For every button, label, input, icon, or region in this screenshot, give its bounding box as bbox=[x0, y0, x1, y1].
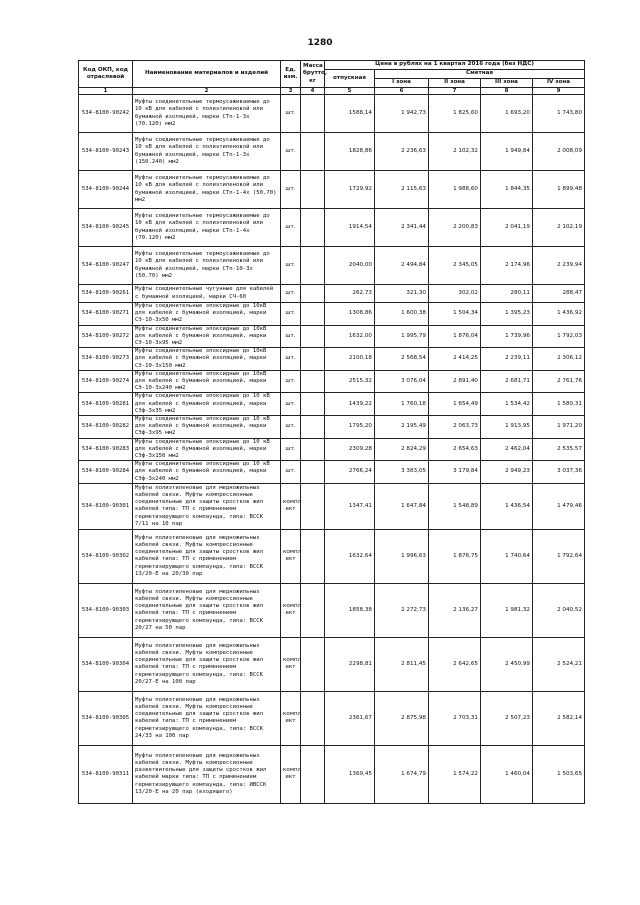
row-price-otpusknaya: 1632,00 bbox=[325, 325, 375, 348]
row-price-zone-4: 2 008,09 bbox=[533, 133, 585, 171]
row-code: 534-8100-90247 bbox=[79, 247, 133, 285]
header-zone-4: IV зона bbox=[533, 79, 585, 88]
row-unit: шт. bbox=[281, 438, 301, 461]
row-name: Муфты соединительные термоусаживаемые до 10 кВ для кабелей с полиэтиленовой или бумажной изоляцией, марки СТп-10-3х (50.70) мм2 bbox=[133, 247, 281, 285]
row-price-zone-3: 1 693,20 bbox=[481, 95, 533, 133]
row-price-zone-4: 1 899,48 bbox=[533, 171, 585, 209]
row-price-zone-2: 2 102,32 bbox=[429, 133, 481, 171]
row-unit: шт. bbox=[281, 325, 301, 348]
column-index: 4 bbox=[301, 88, 325, 95]
row-name: Муфты соединительные чугунные для кабелей с бумажной изоляцией, марки СЧ-60 bbox=[133, 285, 281, 303]
column-index: 5 bbox=[325, 88, 375, 95]
row-mass bbox=[301, 416, 325, 439]
row-name: Муфты соединительные эпоксидные до 10кВ для кабелей с бумажной изоляцией, марки СЭ-10-3х50 мм2 bbox=[133, 303, 281, 326]
row-mass bbox=[301, 529, 325, 583]
row-code: 534-8100-90304 bbox=[79, 637, 133, 691]
row-name: Муфты полиэтиленовые для медножильных кабелей связи. Муфты компрессионные соединительные для защиты сростков жил кабелей типа: ТП с применением герметизирующего компаунда, типа: ВССК 24/33 на 100 пар bbox=[133, 691, 281, 745]
row-name: Муфты соединительные эпоксидные до 10кВ для кабелей с бумажной изоляцией, марки СЭ-10-3х95 мм2 bbox=[133, 325, 281, 348]
row-code: 534-8100-90303 bbox=[79, 583, 133, 637]
row-price-zone-4: 1 436,92 bbox=[533, 303, 585, 326]
header-zone-2: II зона bbox=[429, 79, 481, 88]
row-name: Муфты соединительные эпоксидные до 10 кВ для кабелей с бумажной изоляцией, марки СЭф-3х240 мм2 bbox=[133, 461, 281, 484]
row-unit: компл ект bbox=[281, 529, 301, 583]
row-price-zone-4: 2 582,14 bbox=[533, 691, 585, 745]
row-name: Муфты полиэтиленовые для медножильных кабелей связи. Муфты компрессионные соединительные для защиты сростков жил кабелей типа: ТП с применением герметизирующего компаунда, типа: ВССК 20/27 на 50 пар bbox=[133, 583, 281, 637]
table-row bbox=[79, 416, 585, 439]
header-otpusknaya: отпускная bbox=[325, 70, 375, 88]
row-unit: компл ект bbox=[281, 583, 301, 637]
row-price-zone-1: 1 760,18 bbox=[375, 393, 429, 416]
row-price-zone-3: 2 949,23 bbox=[481, 461, 533, 484]
row-price-otpusknaya: 1914,54 bbox=[325, 209, 375, 247]
row-price-otpusknaya: 2309,28 bbox=[325, 438, 375, 461]
row-price-otpusknaya: 2361,67 bbox=[325, 691, 375, 745]
row-price-zone-1: 1 995,79 bbox=[375, 325, 429, 348]
row-price-otpusknaya: 262,73 bbox=[325, 285, 375, 303]
table-row bbox=[79, 691, 585, 745]
row-price-zone-4: 1 792,03 bbox=[533, 325, 585, 348]
row-price-zone-3: 2 462,04 bbox=[481, 438, 533, 461]
row-price-zone-1: 321,30 bbox=[375, 285, 429, 303]
price-table bbox=[78, 60, 585, 804]
row-price-zone-1: 2 494,84 bbox=[375, 247, 429, 285]
row-unit: компл ект bbox=[281, 745, 301, 803]
row-price-zone-2: 1 548,89 bbox=[429, 483, 481, 529]
row-price-zone-2: 2 703,31 bbox=[429, 691, 481, 745]
header-zone-3: III зона bbox=[481, 79, 533, 88]
row-unit: шт. bbox=[281, 348, 301, 371]
row-code: 534-8100-90301 bbox=[79, 483, 133, 529]
row-unit: шт. bbox=[281, 247, 301, 285]
row-price-zone-2: 1 876,75 bbox=[429, 529, 481, 583]
row-code: 534-8100-90271 bbox=[79, 303, 133, 326]
row-price-zone-2: 2 654,63 bbox=[429, 438, 481, 461]
row-price-zone-4: 2 306,12 bbox=[533, 348, 585, 371]
column-index: 6 bbox=[375, 88, 429, 95]
row-price-otpusknaya: 1369,45 bbox=[325, 745, 375, 803]
row-mass bbox=[301, 348, 325, 371]
row-name: Муфты соединительные эпоксидные до 10 кВ для кабелей с бумажной изоляцией, марки СЭф-3х35 мм2 bbox=[133, 393, 281, 416]
row-price-zone-3: 1 949,84 bbox=[481, 133, 533, 171]
row-code: 534-8100-90244 bbox=[79, 171, 133, 209]
row-code: 534-8100-90281 bbox=[79, 393, 133, 416]
row-price-zone-3: 1 436,54 bbox=[481, 483, 533, 529]
row-unit: шт. bbox=[281, 285, 301, 303]
row-price-zone-2: 2 414,25 bbox=[429, 348, 481, 371]
row-price-otpusknaya: 1439,22 bbox=[325, 393, 375, 416]
row-unit: шт. bbox=[281, 209, 301, 247]
row-price-zone-3: 1 534,42 bbox=[481, 393, 533, 416]
header-name: Наименование материалов и изделий bbox=[133, 61, 281, 88]
header-price-group: Цена в рублях на 1 квартал 2016 года (без НДС) bbox=[325, 61, 585, 70]
table-row bbox=[79, 393, 585, 416]
row-name: Муфты соединительные термоусаживаемые до 10 кВ для кабелей с полиэтиленовой или бумажной изоляцией, марки СТп-1-3х (70.120) мм2 bbox=[133, 95, 281, 133]
row-price-zone-4: 1 479,46 bbox=[533, 483, 585, 529]
column-index: 1 bbox=[79, 88, 133, 95]
table-row bbox=[79, 637, 585, 691]
row-unit: шт. bbox=[281, 171, 301, 209]
row-name: Муфты полиэтиленовые для медножильных кабелей связи. Муфты компрессионные соединительные для защиты сростков жил кабелей типа: ТП с применением герметизирующего компаунда, типа: ВССК 13/20-Е на 20/30 пар bbox=[133, 529, 281, 583]
row-price-zone-4: 3 037,36 bbox=[533, 461, 585, 484]
row-price-zone-4: 288,47 bbox=[533, 285, 585, 303]
row-price-zone-3: 2 174,96 bbox=[481, 247, 533, 285]
row-price-otpusknaya: 2298,81 bbox=[325, 637, 375, 691]
row-price-zone-1: 2 272,73 bbox=[375, 583, 429, 637]
row-price-zone-4: 1 580,31 bbox=[533, 393, 585, 416]
row-price-zone-3: 1 739,96 bbox=[481, 325, 533, 348]
table-row bbox=[79, 247, 585, 285]
row-price-zone-3: 1 981,32 bbox=[481, 583, 533, 637]
row-unit: шт. bbox=[281, 416, 301, 439]
row-price-zone-4: 2 761,76 bbox=[533, 370, 585, 393]
row-price-zone-3: 2 507,23 bbox=[481, 691, 533, 745]
row-name: Муфты полиэтиленовые для медножильных кабелей связи. Муфты компрессионные соединительные для защиты сростков жил кабелей типа: ТП с применением герметизирующего компаунда, типа: ВССК 7/11 на 10 пар bbox=[133, 483, 281, 529]
row-price-zone-3: 1 740,64 bbox=[481, 529, 533, 583]
row-price-zone-4: 1 743,80 bbox=[533, 95, 585, 133]
row-price-zone-4: 2 239,94 bbox=[533, 247, 585, 285]
row-price-zone-2: 2 642,65 bbox=[429, 637, 481, 691]
row-price-otpusknaya: 2040,00 bbox=[325, 247, 375, 285]
column-index: 8 bbox=[481, 88, 533, 95]
row-price-zone-1: 1 942,73 bbox=[375, 95, 429, 133]
header-unit: Ед. изм. bbox=[281, 61, 301, 88]
row-name: Муфты соединительные термоусаживаемые до 10 кВ для кабелей с полиэтиленовой или бумажной изоляцией, марки СТп-1-4х (70.120) мм2 bbox=[133, 209, 281, 247]
table-row bbox=[79, 285, 585, 303]
row-price-zone-1: 1 647,84 bbox=[375, 483, 429, 529]
row-price-otpusknaya: 2515,32 bbox=[325, 370, 375, 393]
row-name: Муфты соединительные эпоксидные до 10 кВ для кабелей с бумажной изоляцией, марки СЭф-3х150 мм2 bbox=[133, 438, 281, 461]
row-price-otpusknaya: 1828,86 bbox=[325, 133, 375, 171]
row-price-zone-3: 1 460,04 bbox=[481, 745, 533, 803]
row-name: Муфты соединительные термоусаживаемые до 10 кВ для кабелей с полиэтиленовой или бумажной изоляцией, марки СТп-1-4х (50.70) мм2 bbox=[133, 171, 281, 209]
column-index: 3 bbox=[281, 88, 301, 95]
row-mass bbox=[301, 303, 325, 326]
row-price-zone-1: 2 195,49 bbox=[375, 416, 429, 439]
row-price-zone-1: 2 824,29 bbox=[375, 438, 429, 461]
table-row bbox=[79, 133, 585, 171]
row-code: 534-8100-90282 bbox=[79, 416, 133, 439]
row-price-zone-2: 3 179,84 bbox=[429, 461, 481, 484]
row-price-zone-2: 302,02 bbox=[429, 285, 481, 303]
row-price-zone-4: 2 524,21 bbox=[533, 637, 585, 691]
row-price-zone-2: 2 345,05 bbox=[429, 247, 481, 285]
row-price-otpusknaya: 1588,14 bbox=[325, 95, 375, 133]
row-code: 534-8100-90273 bbox=[79, 348, 133, 371]
row-price-zone-4: 2 535,57 bbox=[533, 438, 585, 461]
row-price-zone-3: 2 041,19 bbox=[481, 209, 533, 247]
row-price-zone-2: 1 574,22 bbox=[429, 745, 481, 803]
table-row bbox=[79, 303, 585, 326]
row-unit: шт. bbox=[281, 303, 301, 326]
row-price-zone-4: 1 792,64 bbox=[533, 529, 585, 583]
row-mass bbox=[301, 691, 325, 745]
row-unit: шт. bbox=[281, 393, 301, 416]
row-name: Муфты полиэтиленовые для медножильных кабелей связи. Муфты компрессионные соединительные для защиты сростков жил кабелей типа: ТП с применением герметизирующего компаунда, типа: ВССК 20/27-Е на 100 пар bbox=[133, 637, 281, 691]
row-code: 534-8100-90272 bbox=[79, 325, 133, 348]
row-price-zone-3: 280,11 bbox=[481, 285, 533, 303]
row-name: Муфты соединительные эпоксидные до 10кВ для кабелей с бумажной изоляцией, марки СЭ-10-3х240 мм2 bbox=[133, 370, 281, 393]
row-price-zone-1: 2 341,44 bbox=[375, 209, 429, 247]
row-mass bbox=[301, 637, 325, 691]
row-name: Муфты соединительные эпоксидные до 10кВ для кабелей с бумажной изоляцией, марки СЭ-10-3х150 мм2 bbox=[133, 348, 281, 371]
row-code: 534-8100-90245 bbox=[79, 209, 133, 247]
table-row bbox=[79, 95, 585, 133]
row-mass bbox=[301, 171, 325, 209]
row-mass bbox=[301, 133, 325, 171]
column-index: 9 bbox=[533, 88, 585, 95]
row-price-zone-2: 1 988,60 bbox=[429, 171, 481, 209]
table-row bbox=[79, 529, 585, 583]
row-price-zone-2: 1 825,60 bbox=[429, 95, 481, 133]
row-mass bbox=[301, 393, 325, 416]
row-price-otpusknaya: 1795,20 bbox=[325, 416, 375, 439]
page-number: 1280 bbox=[307, 38, 333, 48]
row-price-zone-3: 1 844,35 bbox=[481, 171, 533, 209]
row-mass bbox=[301, 583, 325, 637]
row-mass bbox=[301, 95, 325, 133]
row-price-zone-3: 1 913,95 bbox=[481, 416, 533, 439]
row-mass bbox=[301, 247, 325, 285]
row-price-zone-2: 2 136,27 bbox=[429, 583, 481, 637]
row-code: 534-8100-90274 bbox=[79, 370, 133, 393]
header-smetnaya: Сметная bbox=[375, 70, 585, 79]
table-row bbox=[79, 348, 585, 371]
row-price-zone-1: 1 600,38 bbox=[375, 303, 429, 326]
row-price-zone-1: 2 875,98 bbox=[375, 691, 429, 745]
row-price-zone-1: 3 076,04 bbox=[375, 370, 429, 393]
row-price-otpusknaya: 1858,38 bbox=[325, 583, 375, 637]
row-price-zone-4: 1 971,20 bbox=[533, 416, 585, 439]
header-zone-1: I зона bbox=[375, 79, 429, 88]
row-price-zone-4: 1 503,65 bbox=[533, 745, 585, 803]
table-row bbox=[79, 438, 585, 461]
row-code: 534-8100-90284 bbox=[79, 461, 133, 484]
row-code: 534-8100-90311 bbox=[79, 745, 133, 803]
row-price-zone-2: 2 891,40 bbox=[429, 370, 481, 393]
table-row bbox=[79, 171, 585, 209]
row-price-otpusknaya: 2100,18 bbox=[325, 348, 375, 371]
row-price-zone-2: 1 876,04 bbox=[429, 325, 481, 348]
row-mass bbox=[301, 438, 325, 461]
row-mass bbox=[301, 461, 325, 484]
row-unit: шт. bbox=[281, 370, 301, 393]
row-unit: компл ект bbox=[281, 483, 301, 529]
column-index: 7 bbox=[429, 88, 481, 95]
table-row bbox=[79, 209, 585, 247]
table-body bbox=[79, 95, 585, 804]
row-name: Муфты соединительные эпоксидные до 10 кВ для кабелей с бумажной изоляцией, марки СЭф-3х95 мм2 bbox=[133, 416, 281, 439]
row-price-zone-3: 1 395,23 bbox=[481, 303, 533, 326]
row-code: 534-8100-90243 bbox=[79, 133, 133, 171]
row-price-otpusknaya: 1308,86 bbox=[325, 303, 375, 326]
table-row bbox=[79, 745, 585, 803]
table-row bbox=[79, 483, 585, 529]
header-mass: Масса брутто, кг bbox=[301, 61, 325, 88]
row-mass bbox=[301, 325, 325, 348]
row-name: Муфты полиэтиленовые для медножильных кабелей связи. Муфты компрессионные разветвительные для защиты сростков жил кабелей марки типа: ТП с применением герметизирующего компаунда, типа: ИВССК 13/20-Е на 20 пар (входящего) bbox=[133, 745, 281, 803]
row-code: 534-8100-90283 bbox=[79, 438, 133, 461]
row-price-otpusknaya: 1347,41 bbox=[325, 483, 375, 529]
row-price-zone-2: 2 063,73 bbox=[429, 416, 481, 439]
row-unit: компл ект bbox=[281, 637, 301, 691]
row-unit: шт. bbox=[281, 133, 301, 171]
row-price-zone-4: 2 102,19 bbox=[533, 209, 585, 247]
row-mass bbox=[301, 209, 325, 247]
row-price-zone-1: 2 115,63 bbox=[375, 171, 429, 209]
row-price-zone-3: 2 239,11 bbox=[481, 348, 533, 371]
table-row bbox=[79, 370, 585, 393]
row-price-zone-1: 1 674,79 bbox=[375, 745, 429, 803]
row-price-zone-1: 2 236,63 bbox=[375, 133, 429, 171]
row-price-zone-3: 2 450,99 bbox=[481, 637, 533, 691]
row-price-zone-3: 2 681,71 bbox=[481, 370, 533, 393]
row-price-zone-1: 3 383,05 bbox=[375, 461, 429, 484]
row-price-otpusknaya: 2766,24 bbox=[325, 461, 375, 484]
row-price-otpusknaya: 1729,92 bbox=[325, 171, 375, 209]
row-price-zone-4: 2 040,52 bbox=[533, 583, 585, 637]
row-mass bbox=[301, 285, 325, 303]
column-index: 2 bbox=[133, 88, 281, 95]
row-code: 534-8100-90302 bbox=[79, 529, 133, 583]
row-price-zone-1: 1 996,63 bbox=[375, 529, 429, 583]
row-code: 534-8100-90242 bbox=[79, 95, 133, 133]
row-unit: шт. bbox=[281, 95, 301, 133]
row-price-otpusknaya: 1632,64 bbox=[325, 529, 375, 583]
row-unit: шт. bbox=[281, 461, 301, 484]
row-price-zone-1: 2 811,45 bbox=[375, 637, 429, 691]
row-price-zone-2: 1 504,34 bbox=[429, 303, 481, 326]
row-unit: компл ект bbox=[281, 691, 301, 745]
row-mass bbox=[301, 370, 325, 393]
row-price-zone-2: 2 200,83 bbox=[429, 209, 481, 247]
row-mass bbox=[301, 483, 325, 529]
table-row bbox=[79, 325, 585, 348]
row-price-zone-2: 1 654,49 bbox=[429, 393, 481, 416]
table-row bbox=[79, 461, 585, 484]
row-code: 534-8100-90305 bbox=[79, 691, 133, 745]
row-code: 534-8100-90261 bbox=[79, 285, 133, 303]
row-name: Муфты соединительные термоусаживаемые до 10 кВ для кабелей с полиэтиленовой или бумажной изоляцией, марки СТп-1-3х (150.240) мм2 bbox=[133, 133, 281, 171]
row-price-zone-1: 2 568,54 bbox=[375, 348, 429, 371]
header-code-okp: Код ОКП, код отраслевой bbox=[79, 61, 133, 88]
row-mass bbox=[301, 745, 325, 803]
table-row bbox=[79, 583, 585, 637]
